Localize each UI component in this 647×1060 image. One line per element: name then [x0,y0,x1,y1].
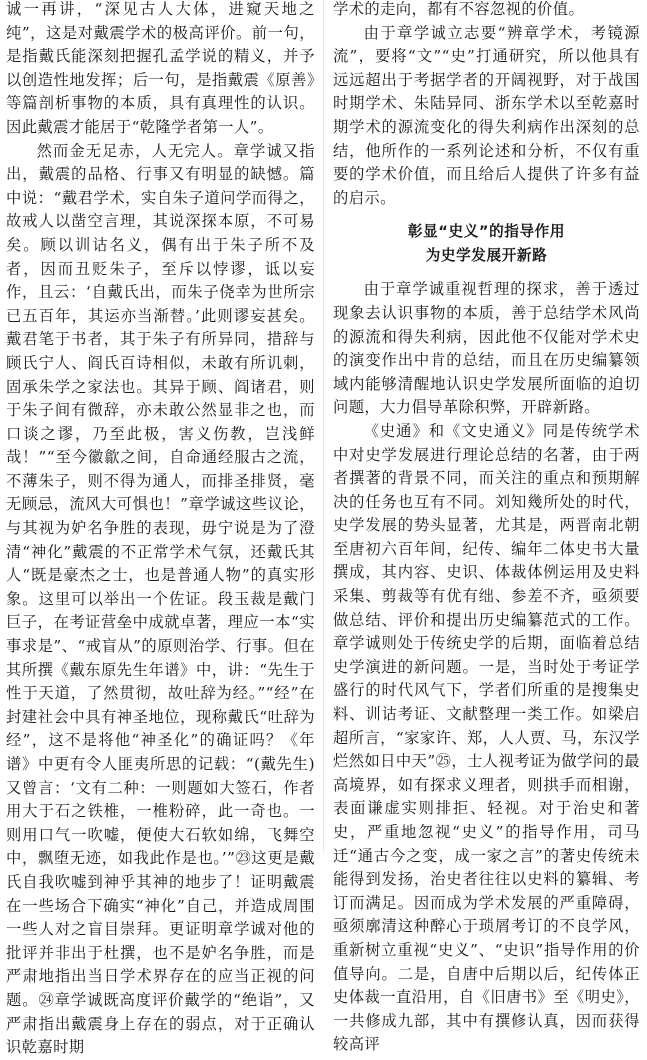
right-column [333,0,640,1054]
left-column [6,0,315,1057]
section-heading-line-2: 为史学发展开新路 [425,247,548,265]
right-paragraph-4: 《史通》和《文史通义》同是传统学术中对史学发展进行理论总结的名著，由于两者撰著的背景不同，而关注的重点和预期解决的任务也互有不同。刘知幾所处的时代，史学发展的势头显著，尤其是，两晋南北朝至唐初六百年间，纪传、编年二体史书大量撰成，其内容、史识、体裁体例运用及史料采集、剪裁等有优有绌、参差不齐，亟须要做总结、评价和提出历史编纂范式的工作。章学诚则处于传统史学的后期，面临着总结史学演进的新问题。一是，当时处于考证学盛行的时代风气下，学者们所重的是搜集史料、训诂考证、文献整理一类工作。如梁启超所言，“家家许、郑，人人贾、马，东汉学烂然如日中天”㉕，士人视考证为做学问的最高境界，如有探求义理者，则拱手而相谢，表面谦虚实则排拒、轻视。对于治史和著史，严重地忽视“史义”的指导作用，司马迁“通古今之变，成一家之言”的著史传统未能得到发扬，治史者往往以史料的纂辑、考订而满足。因而成为学术发展的严重障碍，亟须廓清这种醉心于琐屑考订的不良学风，重新树立重视“史义”、“史识”指导作用的价值导向。二是，自唐中后期以后，纪传体正史体裁一直沿用，自《旧唐书》至《明史》，一共修成九部，其中有撰修认真，因而获得较高评 [333,421,640,1054]
left-paragraph-1: 诚一再讲，“深见古人大体，进窥天地之纯”，这是对戴震学术的极高评价。前一句，是指戴氏能深刻把握孔孟学说的精义，并予以创造性地发挥；后一句，是指戴震《原善》等篇剖析事物的本质，具有真理性的认识。因此戴震才能居于“乾隆学者第一人”。 [6,0,315,136]
left-paragraph-2: 然而金无足赤，人无完人。章学诚又指出，戴震的品格、行事又有明显的缺憾。篇中说：“戴君学术，实自朱子道问学而得之，故戒人以凿空言理，其说深探本原，不可易矣。顾以训诂名义，偶有出于朱子所不及者，因而丑贬朱子，至斥以悖谬，诋以妄作，且云：‘自戴氏出，而朱子侥幸为世所宗已五百年，其运亦当渐替。’此则谬妄甚矣。戴君笔于书者，其于朱子有所异同，措辞与顾氏宁人、阎氏百诗相似，未敢有所讥刺，固承朱学之家法也。其异于顾、阎诸君，则于朱子间有微辞，亦未敢公然显非之也，而口谈之谬，乃至此极，害义伤教，岂浅鲜哉！”“至今徽歙之间，自命通经服古之流，不薄朱子，则不得为通人，而排圣排贤，毫无顾忌，流风大可惧也！”章学诚这些议论，与其视为妒名争胜的表现，毋宁说是为了澄清“神化”戴震的不正常学术气氛，还戴氏其人“既是豪杰之士，也是普通人物”的真实形象。这里可以举出一个佐证。段玉裁是戴门巨子，在考证营垒中成就卓著，理应一本“实事求是”、“戒盲从”的原则治学、行事。但在其所撰《戴东原先生年谱》中，讲：“先生于性于天道，了然贯彻，故吐辞为经。”“经”在封建社会中具有神圣地位，现称戴氏“吐辞为经”，这不是将他“神圣化”的确证吗？《年谱》中更有令人匪夷所思的记载：“(戴先生)又曾言：‘文有二种：一则题如大签石，作者用大于石之铁椎，一椎粉碎，此一奇也。一则用口气一吹嘘，便使大石软如绵，飞舞空中，飘堕无迹，如我此作是也。’”㉓这更是戴氏自我吹嘘到神乎其神的地步了！证明戴震在一些场合下确实“神化”自己，并造成周围一些人对之盲目崇拜。更证明章学诚对他的批评并非出于杜撰，也不是妒名争胜，而是严肃地指出当日学术界存在的应当正视的问题。㉔章学诚既高度评价戴学的“绝诣”，又严肃指出戴震身上存在的弱点，对于正确认识乾嘉时期 [6,141,315,1057]
column-divider [323,0,324,853]
right-paragraph-2: 由于章学诚立志要“辨章学术，考镜源流”，要将“文”“史”打通研究，所以他具有远远超出于考据学者的开阔视野，对于战国时期学术、朱陆异同、浙东学术以至乾嘉时期学术的源流变化的得失利病作出深刻的总结，他所作的一系列论述和分析，不仅有重要的学术价值，而且给后人提供了许多有益的启示。 [333,23,640,207]
right-paragraph-3: 由于章学诚重视哲理的探求，善于透过现象去认识事物的本质，善于总结学术风尚的源流和得失利病，因此他不仅能对学术史的演变作出中肯的总结，而且在历史编纂领域内能够清醒地认识史学发展所面临的迫切问题，大力倡导革除积弊，开辟新路。 [333,280,640,417]
right-paragraph-1: 学术的走向，都有不容忽视的价值。 [333,0,585,18]
section-heading [333,220,640,268]
section-heading-line-1: 彰显“史义”的指导作用 [407,223,566,241]
